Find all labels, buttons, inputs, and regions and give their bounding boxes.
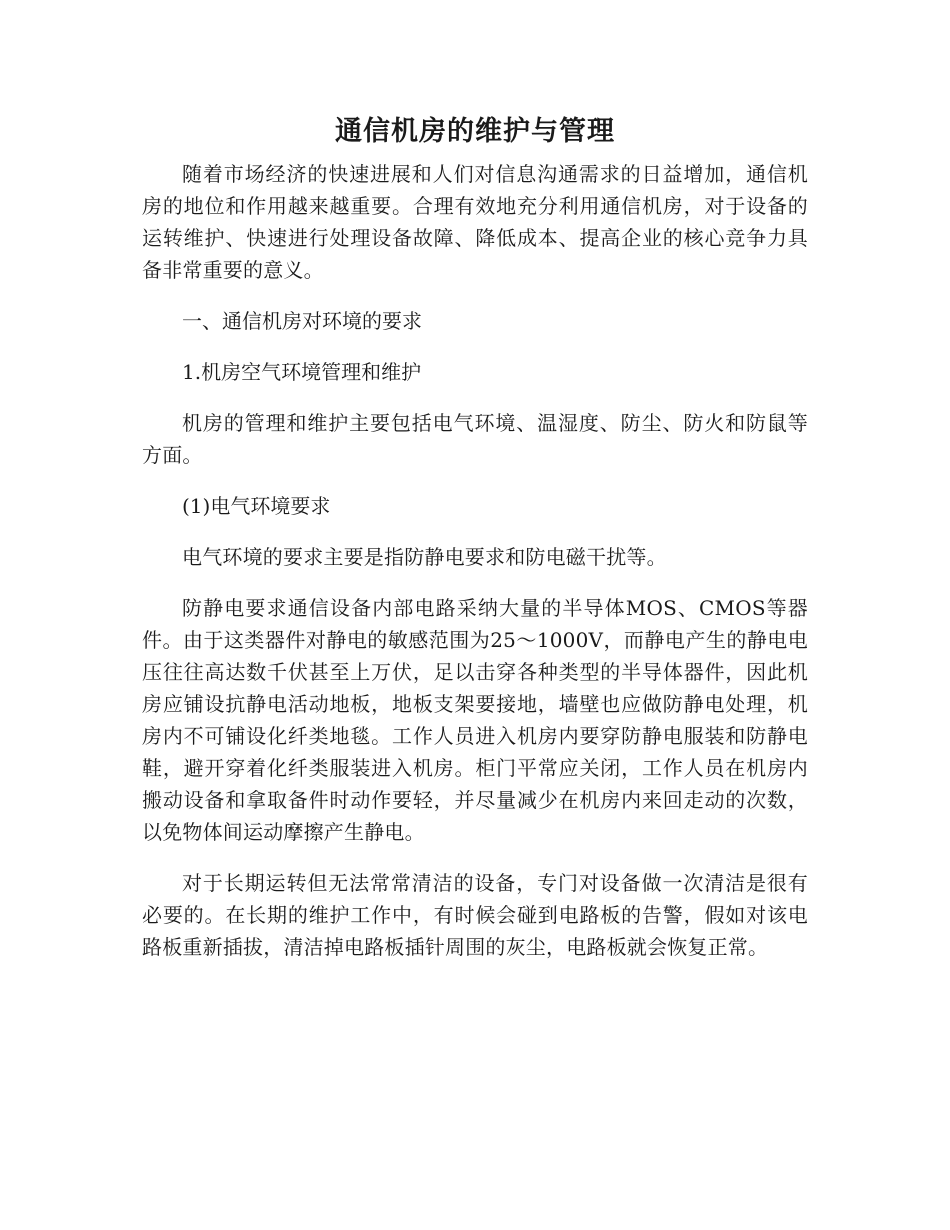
subsection-heading-1-1: 1.机房空气环境管理和维护	[182, 360, 422, 384]
paragraph-cleaning: 对于长期运转但无法常常清洁的设备，专门对设备做一次清洁是很有必要的。在长期的维护工作中，有时候会碰到电路板的告警，假如对该电路板重新插拔，清洁掉电路板插针周围的灰尘，电路板就会恢复正常。	[142, 871, 808, 959]
document-body	[142, 110, 808, 982]
paragraph-maintenance-scope: 机房的管理和维护主要包括电气环境、温湿度、防尘、防火和防鼠等方面。	[142, 411, 808, 467]
section-heading-1: 一、通信机房对环境的要求	[182, 309, 422, 333]
document-title: 通信机房的维护与管理	[335, 116, 615, 147]
subsection-heading-electrical: (1)电气环境要求	[182, 494, 331, 518]
paragraph-antistatic: 防静电要求通信设备内部电路采纳大量的半导体MOS、CMOS等器件。由于这类器件对静电的敏感范围为25～1000V，而静电产生的静电电压往往高达数千伏甚至上万伏，足以击穿各种类型的半导体器件，因此机房应铺设抗静电活动地板，地板支架要接地，墙壁也应做防静电处理，机房内不可铺设化纤类地毯。工作人员进入机房内要穿防静电服装和防静电鞋，避开穿着化纤类服装进入机房。柜门平常应关闭，工作人员在机房内搬动设备和拿取备件时动作要轻，并尽量减少在机房内来回走动的次数，以免物体间运动摩擦产生静电。	[142, 596, 808, 844]
paragraph-intro: 随着市场经济的快速进展和人们对信息沟通需求的日益增加，通信机房的地位和作用越来越重要。合理有效地充分利用通信机房，对于设备的运转维护、快速进行处理设备故障、降低成本、提高企业的核心竞争力具备非常重要的意义。	[142, 162, 808, 282]
paragraph-electrical-summary: 电气环境的要求主要是指防静电要求和防电磁干扰等。	[182, 545, 667, 569]
